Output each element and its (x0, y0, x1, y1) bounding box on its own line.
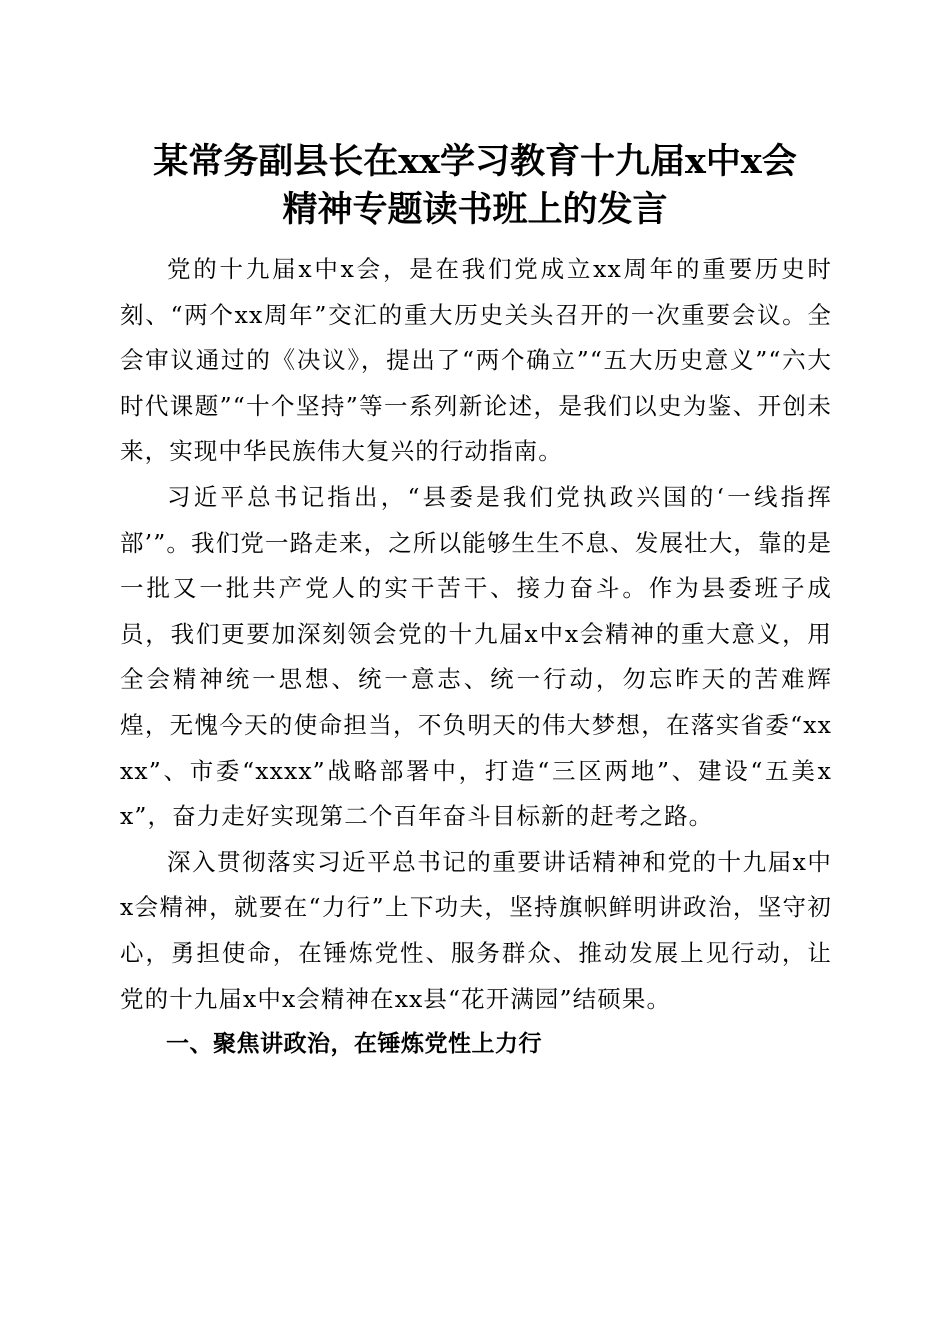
title-line-2: 精神专题读书班上的发言 (282, 189, 668, 230)
paragraph-county-committee: 习近平总书记指出，“县委是我们党执政兴国的‘一线指挥部’”。我们党一路走来，之所以能够生生不息、发展壮大，靠的是一批又一批共产党人的实干苦干、接力奋斗。作为县委班子成员，我们更要加深刻领会党的十九届x中x会精神的重大意义，用全会精神统一思想、统一意志、统一行动，勿忘昨天的苦难辉煌，无愧今天的使命担当，不负明天的伟大梦想，在落实省委“xxxx”、市委“xxxx”战略部署中，打造“三区两地”、建设“五美xx”，奋力走好实现第二个百年奋斗目标新的赶考之路。 (120, 482, 832, 831)
section-heading-1: 一、聚焦讲政治，在锤炼党性上力行 (166, 1031, 542, 1058)
paragraph-implementation: 深入贯彻落实习近平总书记的重要讲话精神和党的十九届x中x会精神，就要在“力行”上下功夫，坚持旗帜鲜明讲政治，坚守初心，勇担使命，在锤炼党性、服务群众、推动发展上见行动，让党的十九届x中x会精神在xx县“花开满园”结硕果。 (120, 847, 832, 1013)
title-line-1: 某常务副县长在xx学习教育十九届x中x会 (153, 141, 797, 182)
document-body (120, 247, 832, 1068)
document-title (110, 138, 840, 234)
paragraph-intro: 党的十九届x中x会，是在我们党成立xx周年的重要历史时刻、“两个xx周年”交汇的重大历史关头召开的一次重要会议。全会审议通过的《决议》，提出了“两个确立”“五大历史意义”“六大时代课题”“十个坚持”等一系列新论述，是我们以史为鉴、开创未来，实现中华民族伟大复兴的行动指南。 (120, 255, 832, 466)
